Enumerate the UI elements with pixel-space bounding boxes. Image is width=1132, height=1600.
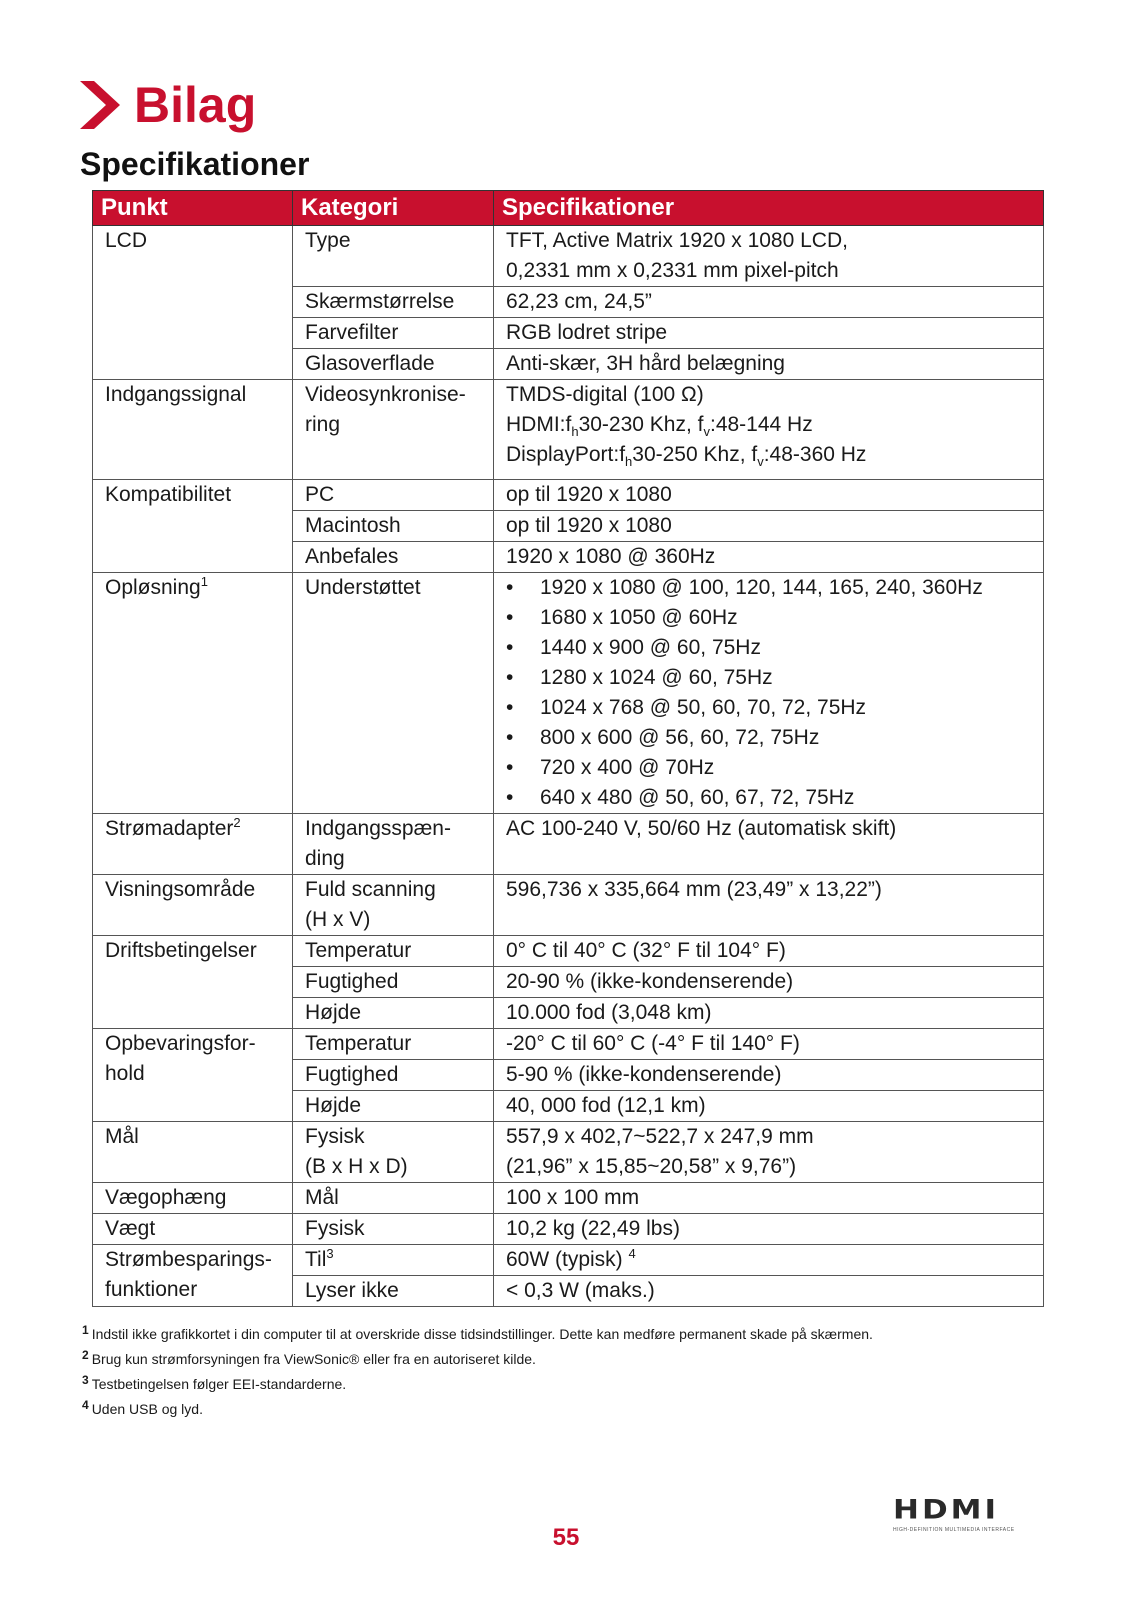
category-cell: Temperatur xyxy=(293,936,494,967)
footnote: 3 Testbetingelsen følger EEI-standarderne. xyxy=(82,1373,347,1392)
spec-cell: 5-90 % (ikke-kondenserende) xyxy=(494,1060,1044,1091)
category-cell: Anbefales xyxy=(293,542,494,573)
page-number: 55 xyxy=(552,1524,580,1551)
header-punkt: Punkt xyxy=(93,191,293,226)
spec-cell xyxy=(494,573,1044,814)
table-row xyxy=(93,1183,1044,1214)
row-label: Vægophæng xyxy=(93,1183,293,1214)
header-kategori: Kategori xyxy=(293,191,494,226)
list-item: • 640 x 480 @ 50, 60, 67, 72, 75Hz xyxy=(506,786,855,809)
spec-cell: Anti-skær, 3H hård belægning xyxy=(494,349,1044,380)
list-item: • 1680 x 1050 @ 60Hz xyxy=(506,606,738,629)
row-label: Indgangssignal xyxy=(93,380,293,480)
chevron-right-icon xyxy=(80,81,120,129)
spec-cell: -20° C til 60° C (-4° F til 140° F) xyxy=(494,1029,1044,1060)
category-cell: Fugtighed xyxy=(293,967,494,998)
category-cell: PC xyxy=(293,480,494,511)
spec-cell: 60W (typisk) $^4$ xyxy=(494,1245,1044,1276)
resolution-list xyxy=(506,573,1031,813)
row-label: Driftsbetingelser xyxy=(93,936,293,1029)
category-cell: Højde xyxy=(293,998,494,1029)
spec-cell xyxy=(494,380,1044,480)
category-cell: Lyser ikke xyxy=(293,1276,494,1307)
table-row xyxy=(93,380,1044,480)
footnote: 4 Uden USB og lyd. xyxy=(82,1398,203,1417)
row-label: Vægt xyxy=(93,1214,293,1245)
hdmi-wordmark: HDMI xyxy=(893,1494,1000,1526)
table-row xyxy=(93,875,1044,936)
list-item: • 1440 x 900 @ 60, 75Hz xyxy=(506,636,761,659)
category-cell: Fysisk (B x H x D) xyxy=(293,1122,494,1183)
category-cell: Fysisk xyxy=(293,1214,494,1245)
spec-cell: < 0,3 W (maks.) xyxy=(494,1276,1044,1307)
category-cell: Indgangsspæn-ding xyxy=(293,814,494,875)
spec-line: TMDS-digital (100 Ω) xyxy=(506,383,704,406)
spec-line: TFT, Active Matrix 1920 x 1080 LCD, xyxy=(506,229,848,252)
table-row xyxy=(93,573,1044,814)
spec-cell xyxy=(494,226,1044,287)
category-cell: Skærmstørrelse xyxy=(293,287,494,318)
spec-cell: 10,2 kg (22,49 lbs) xyxy=(494,1214,1044,1245)
section-title: Specifikationer xyxy=(80,146,310,182)
table-row xyxy=(93,1245,1044,1276)
category-cell: Videosynkronise-ring xyxy=(293,380,494,480)
category-cell: Farvefilter xyxy=(293,318,494,349)
table-header-row xyxy=(93,191,1044,226)
category-cell: Højde xyxy=(293,1091,494,1122)
spec-cell: 100 x 100 mm xyxy=(494,1183,1044,1214)
spec-cell: 596,736 x 335,664 mm (23,49” x 13,22”) xyxy=(494,875,1044,936)
table-row xyxy=(93,936,1044,967)
spec-cell: 0° C til 40° C (32° F til 104° F) xyxy=(494,936,1044,967)
table-row xyxy=(93,1122,1044,1183)
category-cell: Macintosh xyxy=(293,511,494,542)
chapter-heading xyxy=(80,74,256,136)
spec-line: $HDMI:f_h30-230$ Khz, $f_v:48-144$ Hz xyxy=(506,413,813,440)
table-row xyxy=(93,814,1044,875)
row-label: LCD xyxy=(93,226,293,380)
category-cell: Glasoverflade xyxy=(293,349,494,380)
spec-cell: op til 1920 x 1080 xyxy=(494,511,1044,542)
spec-cell: 1920 x 1080 @ 360Hz xyxy=(494,542,1044,573)
header-specifikationer: Specifikationer xyxy=(494,191,1044,226)
footnote: 1 Indstil ikke grafikkortet i din computer til at overskride disse tidsindstillinger. Dette kan medføre permanent skade på skærmen. xyxy=(82,1323,873,1342)
row-label: Strømbesparings-funktioner xyxy=(93,1245,293,1307)
spec-cell: AC 100-240 V, 50/60 Hz (automatisk skift) xyxy=(494,814,1044,875)
row-label: Mål xyxy=(93,1122,293,1183)
footnote: 2 Brug kun strømforsyningen fra ViewSonic® eller fra en autoriseret kilde. xyxy=(82,1348,536,1367)
spec-cell: 557,9 x 402,7~522,7 x 247,9 mm (21,96” x 15,85~20,58” x 9,76”) xyxy=(494,1122,1044,1183)
category-cell: Fuld scanning (H x V) xyxy=(293,875,494,936)
chapter-title: Bilag xyxy=(134,77,257,133)
category-cell: Fugtighed xyxy=(293,1060,494,1091)
category-cell: Understøttet xyxy=(293,573,494,814)
spec-line: 0,2331 mm x 0,2331 mm pixel-pitch xyxy=(506,259,839,282)
spec-cell: 62,23 cm, 24,5” xyxy=(494,287,1044,318)
category-cell: Mål xyxy=(293,1183,494,1214)
table-row xyxy=(93,1214,1044,1245)
list-item: • 800 x 600 @ 56, 60, 72, 75Hz xyxy=(506,726,820,749)
category-cell: Temperatur xyxy=(293,1029,494,1060)
specifications-table xyxy=(92,190,1044,1307)
row-label: Visningsområde xyxy=(93,875,293,936)
row-label: Strømadapter$^2$ xyxy=(93,814,293,875)
row-label: Opløsning$^1$ xyxy=(93,573,293,814)
spec-cell: 20-90 % (ikke-kondenserende) xyxy=(494,967,1044,998)
spec-cell: 10.000 fod (3,048 km) xyxy=(494,998,1044,1029)
category-cell: Til$^3$ xyxy=(293,1245,494,1276)
footnotes xyxy=(82,1322,1042,1422)
list-item: • 1024 x 768 @ 50, 60, 70, 72, 75Hz xyxy=(506,696,867,719)
row-label: Opbevaringsfor-hold xyxy=(93,1029,293,1122)
category-cell: Type xyxy=(293,226,494,287)
list-item: • 720 x 400 @ 70Hz xyxy=(506,756,715,779)
table-row xyxy=(93,480,1044,511)
table-row xyxy=(93,226,1044,287)
list-item: • 1920 x 1080 @ 100, 120, 144, 165, 240, 360Hz xyxy=(506,576,983,599)
row-label: Kompatibilitet xyxy=(93,480,293,573)
list-item: • 1280 x 1024 @ 60, 75Hz xyxy=(506,666,773,689)
spec-cell: 40, 000 fod (12,1 km) xyxy=(494,1091,1044,1122)
spec-cell: op til 1920 x 1080 xyxy=(494,480,1044,511)
hdmi-tagline: HIGH-DEFINITION MULTIMEDIA INTERFACE xyxy=(893,1527,1015,1533)
table-row xyxy=(93,1029,1044,1060)
spec-line: $DisplayPort:f_h30-250$ Khz, $f_v:48-360$ Hz xyxy=(506,443,867,470)
spec-cell: RGB lodret stripe xyxy=(494,318,1044,349)
